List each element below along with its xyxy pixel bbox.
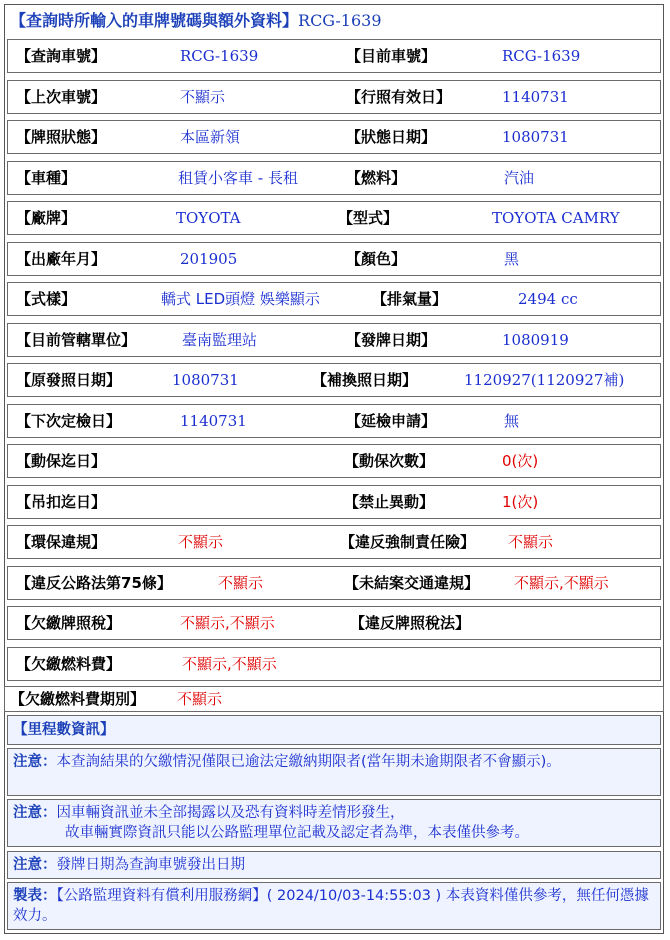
value-next-inspection: 1140731 bbox=[180, 412, 247, 430]
value-model: TOYOTA CAMRY bbox=[492, 209, 620, 227]
label-plate-status: 【牌照狀態】 bbox=[16, 128, 107, 146]
value-status-date: 1080731 bbox=[502, 128, 569, 146]
label-style: 【式樣】 bbox=[16, 290, 77, 308]
label-jurisdiction: 【目前管轄單位】 bbox=[16, 331, 137, 349]
value-jurisdiction: 臺南監理站 bbox=[182, 331, 258, 349]
mileage-label: 【里程數資訊】 bbox=[13, 722, 115, 738]
label-plate-issue-date: 【發牌日期】 bbox=[346, 331, 437, 349]
label-fuel: 【燃料】 bbox=[346, 169, 407, 187]
note-key: 注意： bbox=[13, 805, 57, 821]
note-overdue bbox=[7, 748, 661, 796]
value-original-license-date: 1080731 bbox=[172, 371, 239, 389]
value-current-plate: RCG-1639 bbox=[502, 47, 581, 65]
label-suspension-end: 【吊扣迄日】 bbox=[16, 493, 107, 511]
label-highway-act-75: 【違反公路法第75條】 bbox=[16, 574, 172, 592]
footer-key: 製表： bbox=[13, 888, 57, 904]
label-transfer-prohibited: 【禁止異動】 bbox=[344, 493, 435, 511]
row-style bbox=[7, 282, 661, 316]
row-plate-number bbox=[7, 39, 661, 73]
label-current-plate: 【目前車號】 bbox=[346, 47, 437, 65]
row-original-license-date bbox=[7, 363, 661, 397]
label-query-plate: 【查詢車號】 bbox=[16, 47, 107, 65]
row-fuel-fee-period bbox=[4, 686, 664, 712]
value-displacement: 2494 cc bbox=[518, 290, 578, 308]
label-fuel-fee-period: 【欠繳燃料費期別】 bbox=[10, 690, 146, 708]
value-brand: TOYOTA bbox=[176, 209, 241, 227]
row-fuel-fee bbox=[7, 647, 661, 681]
value-environmental-violation: 不顯示 bbox=[178, 533, 224, 551]
value-fuel-fee-period: 不顯示 bbox=[177, 690, 223, 708]
label-next-inspection: 【下次定檢日】 bbox=[16, 412, 122, 430]
label-unpaid-fuel-fee: 【欠繳燃料費】 bbox=[16, 655, 122, 673]
row-next-inspection bbox=[7, 404, 661, 438]
value-transfer-prohibited: 1(次) bbox=[502, 493, 539, 511]
value-style: 轎式 LED頭燈 娛樂顯示 bbox=[161, 290, 320, 308]
row-manufacture-date bbox=[7, 242, 661, 276]
row-suspension bbox=[7, 485, 661, 519]
label-environmental-violation: 【環保違規】 bbox=[16, 533, 107, 551]
row-license-tax bbox=[7, 606, 661, 640]
row-vehicle-type bbox=[7, 161, 661, 195]
label-manufacture-date: 【出廠年月】 bbox=[16, 250, 107, 268]
label-compulsory-insurance-violation: 【違反強制責任險】 bbox=[340, 533, 476, 551]
label-brand: 【廠牌】 bbox=[16, 209, 77, 227]
header-plate: RCG-1639 bbox=[298, 11, 382, 30]
note-text-line2: 故車輛實際資訊只能以公路監理單位記載及認定者為準，本表僅供參考。 bbox=[65, 825, 529, 841]
value-unpaid-fuel-fee: 不顯示,不顯示 bbox=[182, 655, 277, 673]
row-highway-act bbox=[7, 566, 661, 600]
note-text: 本查詢結果的欠繳情況僅限已逾法定繳納期限者(當年期未逾期限者不會顯示)。 bbox=[56, 754, 561, 770]
label-license-tax-violation: 【違反牌照稅法】 bbox=[350, 614, 471, 632]
label-chattel-mortgage-count: 【動保次數】 bbox=[344, 452, 435, 470]
value-unpaid-license-tax: 不顯示,不顯示 bbox=[180, 614, 275, 632]
footer-text: 【公路監理資料有償利用服務網】( 2024/10/03-14:55:03 ) 本表資料僅供參考，無任何憑據效力。 bbox=[13, 888, 649, 924]
value-inspection-extension: 無 bbox=[504, 412, 520, 430]
label-license-reissue-date: 【補換照日期】 bbox=[312, 371, 418, 389]
value-plate-issue-date: 1080919 bbox=[502, 331, 569, 349]
value-plate-status: 本區新領 bbox=[180, 128, 241, 146]
row-brand bbox=[7, 201, 661, 235]
value-vehicle-type: 租賃小客車 - 長租 bbox=[178, 169, 298, 187]
label-pending-traffic-violation: 【未結案交通違規】 bbox=[344, 574, 480, 592]
row-environmental bbox=[7, 525, 661, 559]
row-chattel-mortgage bbox=[7, 444, 661, 478]
value-highway-act-75: 不顯示 bbox=[218, 574, 264, 592]
note-text: 發牌日期為查詢車號發出日期 bbox=[56, 857, 245, 873]
note-key: 注意： bbox=[13, 857, 57, 873]
label-chattel-mortgage-end: 【動保迄日】 bbox=[16, 452, 107, 470]
label-model: 【型式】 bbox=[338, 209, 399, 227]
header-label: 【查詢時所輸入的車牌號碼與額外資料】 bbox=[10, 11, 299, 30]
value-fuel: 汽油 bbox=[504, 169, 535, 187]
value-previous-plate: 不顯示 bbox=[180, 88, 226, 106]
label-vehicle-type: 【車種】 bbox=[16, 169, 77, 187]
label-inspection-extension: 【延檢申請】 bbox=[346, 412, 437, 430]
value-color: 黑 bbox=[504, 250, 520, 268]
footer-source bbox=[7, 882, 661, 930]
note-text: 因車輛資訊並未全部揭露以及恐有資料時差情形發生， bbox=[56, 805, 405, 821]
note-plate-issue bbox=[7, 851, 661, 879]
value-license-valid-date: 1140731 bbox=[502, 88, 569, 106]
note-key: 注意： bbox=[13, 754, 57, 770]
value-manufacture-date: 201905 bbox=[180, 250, 238, 268]
label-license-valid-date: 【行照有效日】 bbox=[346, 88, 452, 106]
value-compulsory-insurance-violation: 不顯示 bbox=[508, 533, 554, 551]
label-displacement: 【排氣量】 bbox=[372, 290, 448, 308]
label-unpaid-license-tax: 【欠繳牌照稅】 bbox=[16, 614, 122, 632]
label-color: 【顏色】 bbox=[346, 250, 407, 268]
value-pending-traffic-violation: 不顯示,不顯示 bbox=[514, 574, 609, 592]
value-query-plate: RCG-1639 bbox=[180, 47, 259, 65]
report-header bbox=[10, 8, 382, 34]
value-chattel-mortgage-count: 0(次) bbox=[502, 452, 539, 470]
label-previous-plate: 【上次車號】 bbox=[16, 88, 107, 106]
row-plate-status bbox=[7, 120, 661, 154]
row-previous-plate bbox=[7, 80, 661, 114]
note-disclaimer bbox=[7, 799, 661, 847]
value-license-reissue-date: 1120927(1120927補) bbox=[464, 371, 625, 389]
label-status-date: 【狀態日期】 bbox=[346, 128, 437, 146]
row-jurisdiction bbox=[7, 323, 661, 357]
mileage-section bbox=[7, 715, 661, 745]
label-original-license-date: 【原發照日期】 bbox=[16, 371, 122, 389]
